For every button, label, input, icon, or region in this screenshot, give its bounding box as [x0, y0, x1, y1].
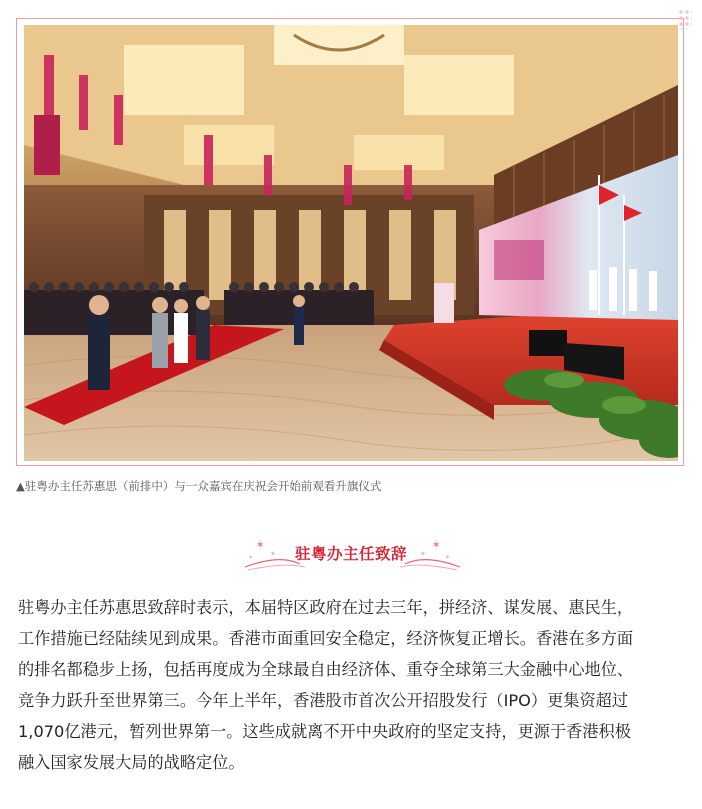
paragraph-line: 工作措施已经陆续见到成果。香港市面重回安全稳定，经济恢复正增长。香港在多方面 [18, 629, 634, 648]
svg-text:✶: ✶ [432, 540, 441, 551]
paragraph-line: 的排名都稳步上扬，包括再度成为全球最自由经济体、重夺全球第三大金融中心地位、 [18, 660, 634, 679]
svg-text:✶: ✶ [256, 540, 265, 551]
svg-text:✶: ✶ [248, 554, 254, 561]
paragraph-line: 融入国家发展大局的战略定位。 [18, 753, 245, 772]
photo-caption: ▲驻粤办主任苏惠思（前排中）与一众嘉宾在庆祝会开始前观看升旗仪式 [16, 479, 382, 493]
banquet-hall-illustration [24, 25, 678, 461]
svg-text:✶: ✶ [270, 550, 276, 558]
article-paragraph [18, 592, 686, 778]
svg-text:✶: ✶ [445, 554, 451, 561]
svg-text:✶: ✶ [420, 550, 426, 558]
section-title: 驻粤办主任致辞 [294, 545, 407, 563]
paragraph-line: 1,070亿港元，暂列世界第一。这些成就离不开中央政府的坚定支持，更源于香港积极 [18, 722, 631, 741]
event-photo [24, 25, 678, 461]
paragraph-line: 驻粤办主任苏惠思致辞时表示，本届特区政府在过去三年，拼经济、谋发展、惠民生， [18, 598, 634, 617]
photo-frame [16, 18, 684, 466]
paragraph-line: 竞争力跃升至世界第三。今年上半年，香港股市首次公开招股发行（IPO）更集资超过 [18, 691, 629, 710]
section-heading [0, 534, 702, 574]
